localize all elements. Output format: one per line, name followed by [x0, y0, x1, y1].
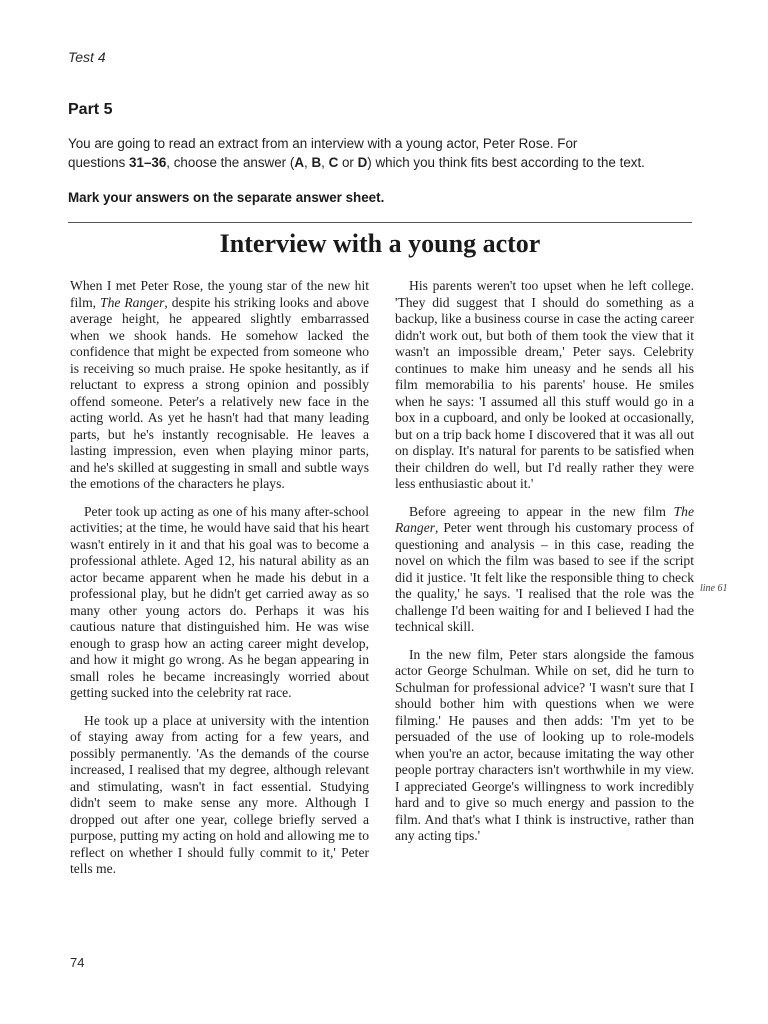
article-title: Interview with a young actor	[219, 229, 541, 258]
paragraph	[395, 504, 694, 636]
paragraph-text: , Peter went through his customary process of questioning and analysis – in this case, reading the novel on which the film was based to see if the script did it justice. 'It felt like the responsible thing to check the quality,' he says. 'I realised that the role was the challenge I'd been waiting for and I believed I had the technical skill.	[395, 520, 694, 634]
film-title: The Ranger	[395, 503, 694, 535]
instructions-line1: You are going to read an extract from an interview with a young actor, Peter Rose. For	[68, 136, 578, 151]
instructions-text: ) which you think fits best according to the text.	[367, 155, 645, 170]
instructions-text: questions	[68, 155, 130, 170]
paragraph-text: Before agreeing to appear in the new film	[409, 503, 674, 519]
film-title: The Ranger	[100, 294, 165, 310]
paragraph-text: When I met Peter Rose, the young star of the new hit film,	[70, 278, 369, 310]
article-right-column	[395, 278, 694, 856]
option-a: A	[294, 155, 304, 170]
option-c: C	[328, 155, 339, 170]
option-b: B	[311, 155, 322, 170]
paragraph-text: , despite his striking looks and above average height, he appeared slightly embarrassed when we shook hands. He somehow lacked the confidence that might be expected from someone who is receiving so much praise. He spoke hesitantly, as if reluctant to express a strong opinion and possibly offend someone. Peter's a relatively new face in the acting world. As yet he hasn't had that many leading parts, but he's instantly recognisable. He leaves a lasting impression, even when playing minor parts, and he's skilled at suggesting in small and subtle ways the emotions of the characters he plays.	[70, 294, 369, 491]
page-number: 74	[70, 955, 85, 970]
line-marker: line 61	[700, 583, 728, 594]
paragraph: He took up a place at university with the intention of staying away from acting for a few years, and possibly permanently. 'As the demands of the course increased, I realised that my degree, although relevant and stimulating, wasn't in fact essential. Studying didn't seem to make sense any more. Although I dropped out after one year, college briefly served a purpose, putting my acting on hold and allowing me to reflect on whether I should fully commit to it,' Peter tells me.	[70, 712, 369, 876]
paragraph	[70, 278, 369, 493]
paragraph: His parents weren't too upset when he left college. 'They did suggest that I should do something as a backup, like a business course in case the acting career didn't work out, but both of them took the view that it wasn't an impossible dream,' Peter says. Celebrity continues to make him uneasy and he sends all his film memorabilia to his parents' house. He smiles when he says: 'I assumed all this stuff would go in a box in a cupboard, and only be looked at occasionally, but on a trip back home I discovered that it was all out on display. It's natural for parents to be satisfied when their children do well, but I'd really rather they were less enthusiastic about it.'	[395, 278, 694, 491]
part-title: Part 5	[68, 101, 113, 118]
question-range: 31–36	[129, 155, 167, 170]
mark-answers-note: Mark your answers on the separate answer sheet.	[68, 190, 385, 205]
paragraph: In the new film, Peter stars alongside the famous actor George Schulman. While on set, did he turn to Schulman for professional advice? 'I wasn't sure that I should bother him with questions when we were filming.' He pauses and then adds: 'I'm yet to be persuaded of the use of looking up to role-models when you're an actor, because imitating the way other people portray characters isn't worthwhile in my view. I appreciated George's willingness to work incredibly hard and to give so much energy and passion to the film. And that's what I think is instructive, rather than any acting tips.'	[395, 646, 694, 843]
separator: ,	[321, 155, 329, 170]
instructions	[68, 134, 708, 172]
option-d: D	[357, 155, 368, 170]
article-left-column	[70, 278, 369, 889]
paragraph: Peter took up acting as one of his many after-school activities; at the time, he would have said that his heart wasn't entirely in it and that his goal was to become a professional athlete. Aged 12, his natural ability as an actor became apparent when he made his debut in a professional play, but he didn't get carried away as so many other young actors do. Perhaps it was his cautious nature that distinguished him. He was wise enough to grasp how an acting career might develop, and how it might go wrong. As he began appearing in small roles he became increasingly worried about getting sucked into the celebrity rat race.	[70, 503, 369, 700]
divider	[68, 222, 692, 223]
test-label: Test 4	[68, 49, 106, 65]
instructions-text: , choose the answer (	[166, 155, 295, 170]
separator: ,	[304, 155, 312, 170]
separator: or	[338, 155, 358, 170]
